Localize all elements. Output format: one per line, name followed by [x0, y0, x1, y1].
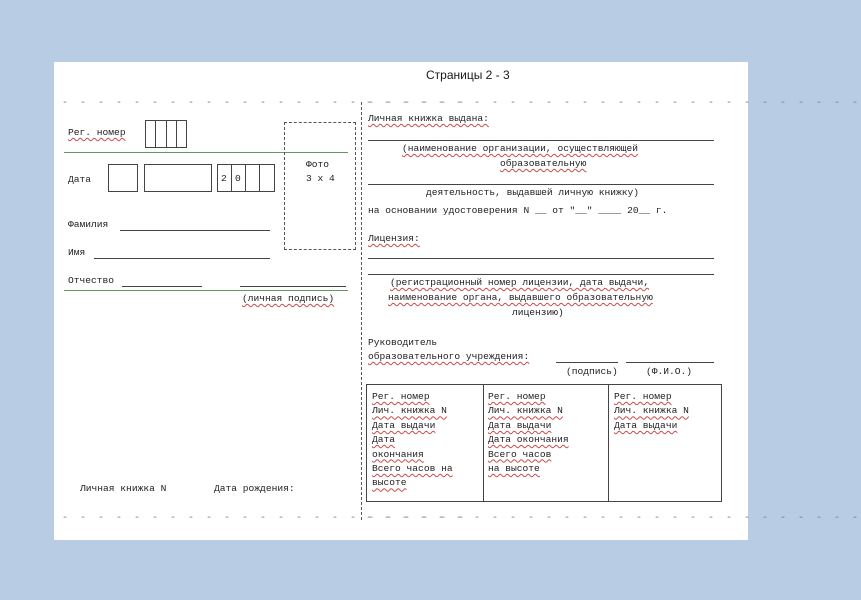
table-cell: Дата выдачи: [488, 419, 552, 431]
license-caption-3: лицензию): [512, 307, 564, 318]
page-title: Страницы 2 - 3: [426, 68, 510, 82]
org-line-1[interactable]: [368, 140, 714, 141]
license-label: Лицензия:: [368, 233, 420, 244]
photo-label: Фото: [306, 159, 330, 170]
table-cell: Рег. номер: [614, 391, 672, 402]
top-cut-line-right: - - - - - - - - - - - - - - - - - - - - - - - - - - - -: [366, 98, 861, 109]
license-caption-2: наименование органа, выдавшего образовательную: [388, 292, 653, 303]
table-cell: Дата окончания: [488, 434, 569, 446]
patronymic-label: Отчество: [68, 275, 115, 286]
table-cell: Всего часов на: [372, 462, 453, 474]
reg-box-divider: [155, 120, 156, 148]
date-month-box: [144, 164, 212, 192]
table-col-divider: [608, 384, 609, 502]
year-divider: [259, 164, 260, 192]
table-column-1: [372, 392, 453, 488]
org-caption-3: деятельность, выдавшей личную книжку): [426, 187, 640, 198]
head-signature-line[interactable]: [556, 362, 618, 363]
table-cell: Лич. книжка N: [372, 405, 447, 417]
reg-number-label: Рег. номер: [68, 127, 126, 138]
reg-box-divider: [166, 120, 167, 148]
photo-frame: [284, 122, 356, 250]
license-line-2[interactable]: [368, 274, 714, 275]
green-guideline: [64, 290, 348, 291]
bottom-cut-line-right: - - - - - - - - - - - - - - - - - - - - - - - - - - - -: [366, 513, 861, 524]
table-cell: Лич. книжка N: [614, 405, 689, 417]
signature-caption: (личная подпись): [242, 293, 335, 304]
name-label: Имя: [68, 247, 86, 258]
table-cell: Рег. номер: [488, 391, 546, 402]
table-cell: Рег. номер: [372, 391, 430, 402]
table-cell: Дата: [372, 434, 396, 446]
signature-line[interactable]: [240, 286, 346, 287]
table-cell: Всего часов: [488, 448, 552, 460]
name-line[interactable]: [94, 258, 270, 259]
fold-line: [361, 102, 362, 520]
org-caption-2: образовательную: [500, 158, 587, 169]
year-divider: [231, 164, 232, 192]
birth-date-label: Дата рождения:: [214, 483, 295, 494]
org-line-2[interactable]: [368, 184, 714, 185]
basis-text: на основании удостоверения N __ от "__" ____ 20__ г.: [368, 205, 668, 216]
date-label: Дата: [68, 174, 92, 185]
reg-box-divider: [176, 120, 177, 148]
year-digit-0: 0: [235, 173, 241, 184]
table-col-divider: [483, 384, 484, 502]
org-caption-1: (наименование организации, осуществляющей: [402, 143, 639, 154]
date-day-box: [108, 164, 138, 192]
table-cell: на высоте: [488, 462, 540, 474]
license-line-1[interactable]: [368, 258, 714, 259]
head-label: Руководитель: [368, 337, 438, 348]
signature-caption-right: (подпись): [566, 366, 618, 377]
year-digit-2: 2: [221, 173, 227, 184]
photo-size: 3 х 4: [306, 173, 335, 184]
table-cell: высоте: [372, 477, 407, 489]
year-divider: [245, 164, 246, 192]
bottom-cut-line-left: - - - - - - - - - - - - - - - - - - - - - - -: [62, 513, 468, 524]
book-number-label: Личная книжка N: [80, 483, 167, 494]
surname-label: Фамилия: [68, 219, 109, 230]
issued-by-label: Личная книжка выдана:: [368, 113, 489, 124]
table-column-2: [488, 392, 569, 474]
document-page: [54, 62, 861, 540]
table-cell: Дата выдачи: [614, 419, 678, 431]
license-caption-1: (регистрационный номер лицензии, дата выдачи,: [390, 277, 650, 288]
patronymic-line[interactable]: [122, 286, 202, 287]
head-fio-line[interactable]: [626, 362, 714, 363]
table-cell: окончания: [372, 448, 424, 460]
head-institution-label: образовательного учреждения:: [368, 351, 530, 362]
table-cell: Дата выдачи: [372, 419, 436, 431]
top-cut-line-left: - - - - - - - - - - - - - - - - - - - - - - -: [62, 98, 468, 109]
table-column-3: [614, 392, 689, 430]
surname-line[interactable]: [120, 230, 270, 231]
fio-caption: (Ф.И.О.): [646, 366, 693, 377]
table-cell: Лич. книжка N: [488, 405, 563, 417]
